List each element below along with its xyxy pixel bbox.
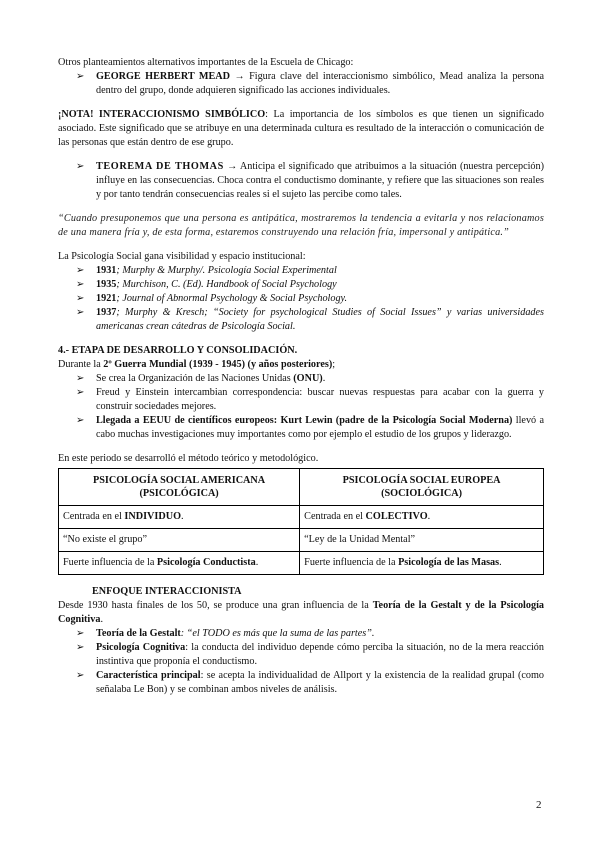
table-row [59, 529, 544, 552]
list-item: ➢ Llegada a EEUU de científicos europeos: Kurt Lewin (padre de la Psicología Social Moderna) llevó a cabo muchas investigaciones muy importantes como por ejemplo el estudio de los grupos y liderazgo. [76, 415, 544, 440]
comparison-table [58, 468, 544, 575]
arrow-bullet-icon: ➢ [76, 279, 85, 290]
enfoque-title: ENFOQUE INTERACCIONISTA [92, 586, 242, 597]
arrow-bullet-icon: ➢ [76, 293, 85, 304]
nota-paragraph: ¡NOTA! INTERACCIONISMO SIMBÓLICO: La importancia de los símbolos es que tienen un significado asociado. Este significado que se atribuye en una determinada cultura es resultado de la interacción o comunicación de las personas que están dentro de ese grupo. [58, 109, 544, 148]
table-cell: “No existe el grupo” [59, 529, 300, 552]
during-paragraph: Durante la 2º Guerra Mundial (1939 - 1945) (y años posteriores); [58, 359, 336, 370]
arrow-bullet-icon: ➢ [76, 642, 85, 653]
quote-paragraph: “Cuando presuponemos que una persona es antipática, mostraremos la tendencia a evitarla y nos relacionamos de una manera fría y, de esta forma, estaremos construyendo una relación fría, impersonal y antipática.” [58, 213, 544, 238]
arrow-bullet-icon: ➢ [76, 373, 85, 384]
enfoque-intro: Desde 1930 hasta finales de los 50, se produce una gran influencia de la Teoría de la Gestalt y de la Psicología Cognitiva. [58, 600, 544, 625]
years-list [58, 264, 544, 334]
right-arrow-icon: → [227, 161, 238, 172]
enfoque-list [58, 627, 544, 697]
list-item: ➢ 1935; Murchison, C. (Ed). Handbook of Social Psychology [76, 279, 337, 290]
list-item: ➢ Se crea la Organización de las Naciones Unidas (ONU). [76, 373, 326, 384]
psico-intro: La Psicología Social gana visibilidad y espacio institucional: [58, 251, 306, 262]
table-cell: Centrada en el COLECTIVO. [300, 506, 544, 529]
page-number: 2 [536, 799, 542, 811]
list-item: ➢ Freud y Einstein intercambian correspondencia: buscar nuevas respuestas para acabar con la guerra y construir sociedades mejores. [76, 387, 544, 412]
table-row [59, 506, 544, 529]
header-european: PSICOLOGÍA SOCIAL EUROPEA (SOCIOLÓGICA) [300, 469, 544, 506]
table-cell: “Ley de la Unidad Mental” [300, 529, 544, 552]
table-header-row [59, 469, 544, 506]
right-arrow-icon: → [234, 71, 245, 82]
list-item: ➢ Teoría de la Gestalt: “el TODO es más que la suma de las partes”. [76, 628, 375, 639]
document-page [58, 56, 544, 697]
arrow-bullet-icon: ➢ [76, 387, 85, 398]
section-4-title: 4.- ETAPA DE DESARROLLO Y CONSOLIDACIÓN. [58, 345, 298, 356]
arrow-bullet-icon: ➢ [76, 628, 85, 639]
thomas-list [58, 160, 544, 202]
header-american: PSICOLOGÍA SOCIAL AMERICANA (PSICOLÓGICA) [59, 469, 300, 506]
list-item: ➢ 1937; Murphy & Kresch; “Society for psychological Studies of Social Issues” y varias universidades americanas crean cátedras de Psicología Social. [76, 307, 544, 332]
arrow-bullet-icon: ➢ [76, 71, 85, 82]
arrow-bullet-icon: ➢ [76, 307, 85, 318]
arrow-bullet-icon: ➢ [76, 265, 85, 276]
list-item: ➢ 1931; Murphy & Murphy/. Psicología Social Experimental [76, 265, 337, 276]
mead-list [58, 70, 544, 98]
list-item: ➢ Psicología Cognitiva: la conducta del individuo depende cómo perciba la situación, no de la mera reacción instintiva que proponía el conductismo. [76, 642, 544, 667]
arrow-bullet-icon: ➢ [76, 161, 85, 172]
list-item: ➢ GEORGE HERBERT MEAD → Figura clave del interaccionismo simbólico, Mead analiza la persona dentro del grupo, donde adquieren significado las acciones individuales. [76, 71, 544, 96]
table-cell: Fuerte influencia de la Psicología de las Masas. [300, 552, 544, 575]
table-cell: Fuerte influencia de la Psicología Conductista. [59, 552, 300, 575]
intro-paragraph: Otros planteamientos alternativos importantes de la Escuela de Chicago: [58, 57, 354, 68]
list-item: ➢ 1921; Journal of Abnormal Psychology & Social Psychology. [76, 293, 348, 304]
list-item: ➢ Característica principal: se acepta la individualidad de Allport y la existencia de la realidad grupal (como señalaba Le Bon) y se combinan ambos niveles de análisis. [76, 670, 544, 695]
list-item: ➢ TEOREMA DE THOMAS → Anticipa el significado que atribuimos a la situación (nuestra percepción) influye en las consecuencias. Choca contra el conductismo dominante, y refiere que las situaciones son reales y por tanto tendrán consecuencias reales si el sujeto las percibe como tales. [76, 161, 545, 200]
arrow-bullet-icon: ➢ [76, 670, 85, 681]
arrow-bullet-icon: ➢ [76, 415, 85, 426]
table-cell: Centrada en el INDIVIDUO. [59, 506, 300, 529]
section-4-list [58, 372, 544, 442]
period-paragraph: En este periodo se desarrolló el método teórico y metodológico. [58, 453, 319, 464]
table-row [59, 552, 544, 575]
